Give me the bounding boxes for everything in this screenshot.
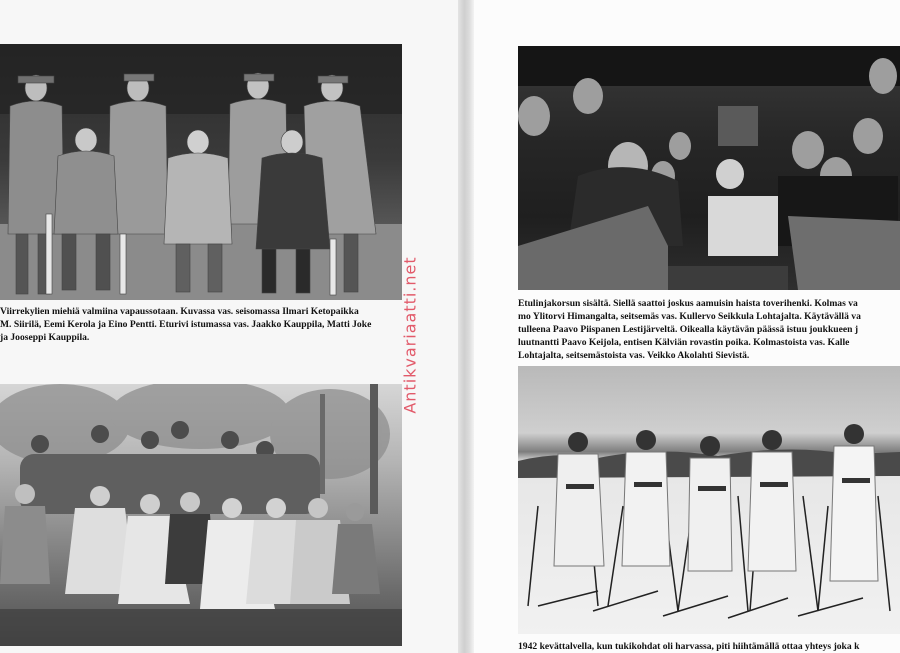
- caption-photo-1: [0, 305, 403, 344]
- caption-photo-1-line-3: ja Jooseppi Kauppila.: [0, 332, 90, 343]
- book-gutter: [458, 0, 474, 653]
- watermark-text: Antikvariaatti.net: [400, 256, 420, 414]
- photo-soldiers-posing-illustration: [0, 44, 402, 300]
- photo-dugout-interior: [518, 46, 900, 290]
- caption-photo-3-line-1: Etulinjakorsun sisältä. Siellä saattoi joskus aamuisin haista toverihenki. Kolmas va: [518, 298, 858, 309]
- caption-photo-3: [518, 297, 900, 362]
- caption-photo-3-line-5: Lohtajalta, seitsemästoista vas. Veikko Akolahti Sievistä.: [518, 350, 750, 361]
- photo-ski-troops: [518, 366, 900, 634]
- caption-photo-4: [518, 640, 900, 653]
- caption-photo-4-line-1: 1942 kevättalvella, kun tukikohdat oli harvassa, piti hiihtämällä ottaa yhteys joka k: [518, 641, 860, 652]
- photo-group-outdoors: [0, 384, 402, 646]
- photo-ski-troops-illustration: [518, 366, 900, 634]
- caption-photo-3-line-3: tulleena Paavo Piispanen Lestijärveltä. Oikealla käytävän päässä istuu joukkueen j: [518, 324, 859, 335]
- photo-group-outdoors-illustration: [0, 384, 402, 646]
- photo-dugout-interior-illustration: [518, 46, 900, 290]
- watermark: [370, 250, 450, 420]
- caption-photo-1-line-1: Viirrekylien miehiä valmiina vapaussotaan. Kuvassa vas. seisomassa Ilmari Ketopaikka: [0, 306, 359, 317]
- caption-photo-3-line-4: luutnantti Paavo Keijola, entisen Kälviän rovastin poika. Kolmastoista vas. Kalle: [518, 337, 850, 348]
- photo-soldiers-posing: [0, 44, 402, 300]
- caption-photo-3-line-2: mo Ylitorvi Himangalta, seitsemäs vas. Kullervo Seikkula Lohtajalta. Käytävällä va: [518, 311, 861, 322]
- caption-photo-1-line-2: M. Siirilä, Eemi Kerola ja Eino Pentti. Eturivi istumassa vas. Jaakko Kauppila, Matti Joke: [0, 319, 372, 330]
